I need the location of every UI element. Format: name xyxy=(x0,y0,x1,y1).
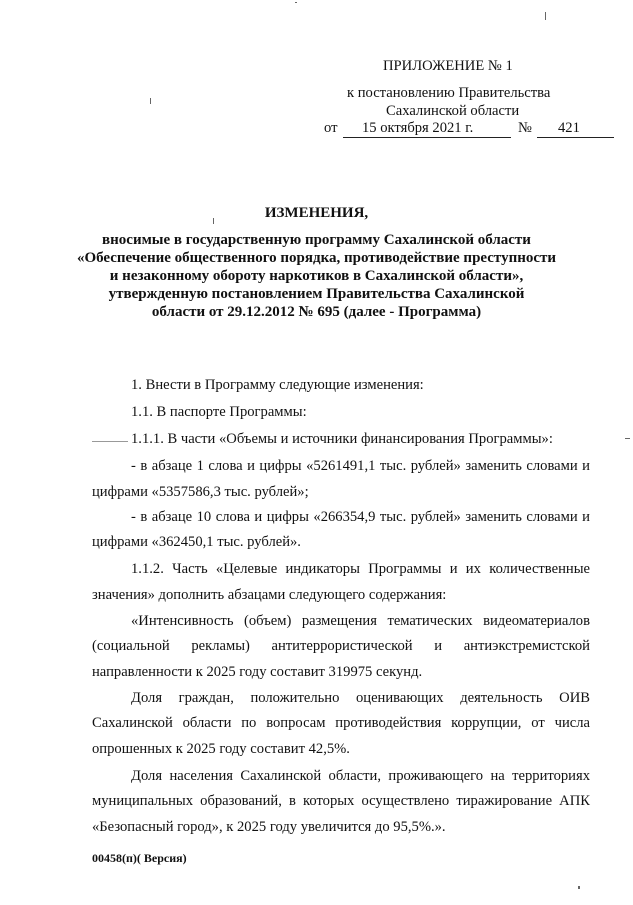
date-from-label: от xyxy=(324,120,338,136)
scan-dash-mark xyxy=(92,441,128,442)
scan-mark xyxy=(545,12,546,20)
header-resolution-line: к постановлению Правительства xyxy=(347,85,551,101)
paragraph-1-1-1-b-line1: - в абзаце 10 слова и цифры «266354,9 тыс. рублей» заменить словами и xyxy=(131,509,590,525)
paragraph-1-1-1: 1.1.1. В части «Объемы и источники финансирования Программы»: xyxy=(131,431,553,447)
title-line: утвержденную постановлением Правительства Сахалинской xyxy=(108,286,525,302)
date-underline xyxy=(343,137,511,138)
document-code: 00458(п)( Версия) xyxy=(92,851,187,865)
resolution-date: 15 октября 2021 г. xyxy=(362,120,474,136)
paragraph-1-1-1-b-line2: цифрами «362450,1 тыс. рублей». xyxy=(92,534,301,550)
title-line: и незаконному обороту наркотиков в Сахалинской области», xyxy=(109,268,524,284)
paragraph-1-1-2-line1: 1.1.2. Часть «Целевые индикаторы Программы и их количественные xyxy=(131,561,590,577)
title-line: вносимые в государственную программу Сахалинской области xyxy=(102,232,531,248)
quote-1-line2: (социальной рекламы) антитеррористической и антиэкстремистской xyxy=(92,638,590,654)
quote-2-line1: Доля граждан, положительно оценивающих деятельность ОИВ xyxy=(131,690,590,706)
quote-1-line1: «Интенсивность (объем) размещения тематических видеоматериалов xyxy=(131,613,590,629)
document-title: ИЗМЕНЕНИЯ, xyxy=(264,205,369,221)
paragraph-1-1-2-line2: значения» дополнить абзацами следующего содержания: xyxy=(92,587,447,603)
quote-2-line2: Сахалинской области по вопросам противодействия коррупции, от числа xyxy=(92,715,590,731)
quote-3-line3: «Безопасный город», к 2025 году увеличится до 95,5%.». xyxy=(92,819,446,835)
quote-3-line1: Доля населения Сахалинской области, проживающего на территориях xyxy=(131,768,590,784)
scan-mark xyxy=(625,438,630,439)
paragraph-1-1: 1.1. В паспорте Программы: xyxy=(131,404,307,420)
scan-mark xyxy=(150,98,151,104)
quote-1-line3: направленности к 2025 году составит 319975 секунд. xyxy=(92,664,423,680)
quote-2-line3: опрошенных к 2025 году составит 42,5%. xyxy=(92,741,350,757)
resolution-number: 421 xyxy=(558,120,580,136)
quote-3-line2: муниципальных образований, в которых осуществлено тиражирование АПК xyxy=(92,793,590,809)
scan-mark xyxy=(295,2,297,3)
paragraph-1-1-1-a-line1: - в абзаце 1 слова и цифры «5261491,1 тыс. рублей» заменить словами и xyxy=(131,458,590,474)
header-region-line: Сахалинской области xyxy=(386,103,520,119)
number-label: № xyxy=(518,120,532,136)
appendix-label: ПРИЛОЖЕНИЕ № 1 xyxy=(383,58,513,74)
title-line: «Обеспечение общественного порядка, противодействие преступности xyxy=(76,250,557,266)
title-line: области от 29.12.2012 № 695 (далее - Программа) xyxy=(151,304,482,320)
paragraph-1-1-1-a-line2: цифрами «5357586,3 тыс. рублей»; xyxy=(92,484,309,500)
scan-mark xyxy=(578,886,580,889)
paragraph-1: 1. Внести в Программу следующие изменения: xyxy=(131,377,424,393)
number-underline xyxy=(537,137,614,138)
